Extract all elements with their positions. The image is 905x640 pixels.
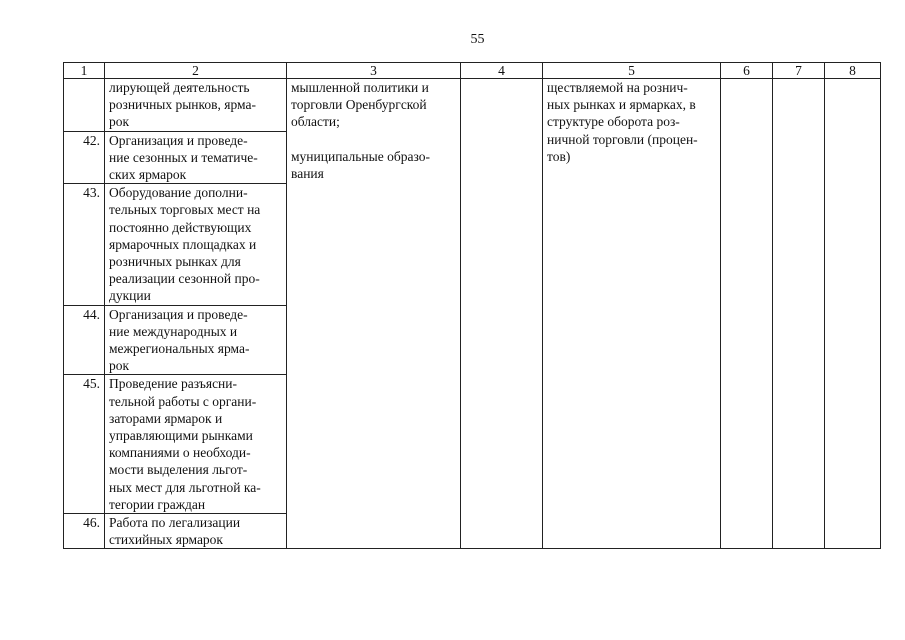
row-activity	[105, 131, 287, 184]
header-col-3: 3	[287, 63, 461, 79]
text-line: реализации сезонной про-	[109, 271, 260, 287]
text-line: Организация и проведе-	[109, 132, 248, 148]
text-line: тегории граждан	[109, 496, 206, 512]
text-line: Организация и проведе-	[109, 306, 248, 322]
text-line: тельных торговых мест на	[109, 202, 261, 218]
row-number: 46.	[64, 514, 105, 549]
text-line: дукции	[109, 288, 151, 304]
text-line: лирующей деятельность	[109, 80, 250, 95]
text-line: Проведение разъясни-	[109, 376, 238, 392]
text-line: торговли Оренбургской	[291, 97, 427, 113]
text-line: компаниями о необходи-	[109, 445, 251, 461]
text-line: заторами ярмарок и	[109, 410, 223, 426]
plan-table	[63, 62, 881, 549]
text-line: структуре оборота роз-	[547, 114, 680, 130]
header-col-6: 6	[721, 63, 773, 79]
header-col-5: 5	[543, 63, 721, 79]
text-line: ничной торговли (процен-	[547, 131, 698, 147]
header-col-8: 8	[825, 63, 881, 79]
row-number	[64, 79, 105, 132]
header-row	[64, 63, 881, 79]
col-7-cell	[773, 79, 825, 549]
text-line: области;	[291, 114, 340, 130]
col-8-cell	[825, 79, 881, 549]
text-line: ществляемой на рознич-	[547, 80, 688, 95]
text-line: рок	[109, 358, 130, 374]
text-line: рок	[109, 114, 130, 130]
text-line: мышленной политики и	[291, 80, 429, 95]
text-line: постоянно действующих	[109, 219, 252, 235]
text-line: муниципальные образо-	[291, 148, 430, 164]
text-line: Работа по легализации	[109, 515, 241, 531]
text-line: розничных рынков, ярма-	[109, 97, 256, 113]
row-number: 44.	[64, 305, 105, 375]
row-number: 45.	[64, 375, 105, 514]
page-number: 55	[470, 32, 485, 47]
table-row	[64, 79, 881, 132]
col-6-cell	[721, 79, 773, 549]
text-line: ных мест для льготной ка-	[109, 479, 261, 495]
text-line	[291, 131, 456, 148]
row-number: 43.	[64, 184, 105, 305]
row-activity	[105, 375, 287, 514]
header-col-2: 2	[105, 63, 287, 79]
header-col-7: 7	[773, 63, 825, 79]
row-activity	[105, 79, 287, 132]
header-col-1: 1	[64, 63, 105, 79]
indicator-cell	[543, 79, 721, 549]
row-number: 42.	[64, 131, 105, 184]
text-line: ских ярмарок	[109, 167, 187, 183]
text-line: управляющими рынками	[109, 428, 253, 444]
text-line: стихийных ярмарок	[109, 532, 223, 548]
text-line: ярмарочных площадках и	[109, 236, 257, 252]
text-line: межрегиональных ярма-	[109, 341, 250, 357]
col-4-cell	[461, 79, 543, 549]
row-activity	[105, 514, 287, 549]
text-line: тельной работы с органи-	[109, 393, 257, 409]
row-activity	[105, 184, 287, 305]
text-line: Оборудование дополни-	[109, 185, 248, 201]
text-line: мости выделения льгот-	[109, 462, 248, 478]
header-col-4: 4	[461, 63, 543, 79]
text-line: розничных рынках для	[109, 254, 241, 270]
table-body	[64, 79, 881, 549]
text-line: ние сезонных и тематиче-	[109, 149, 258, 165]
row-activity	[105, 305, 287, 375]
text-line: ных рынках и ярмарках, в	[547, 97, 696, 113]
text-line: вания	[291, 166, 324, 182]
text-line: ние международных и	[109, 323, 238, 339]
responsible-cell	[287, 79, 461, 549]
text-line: тов)	[547, 148, 571, 164]
